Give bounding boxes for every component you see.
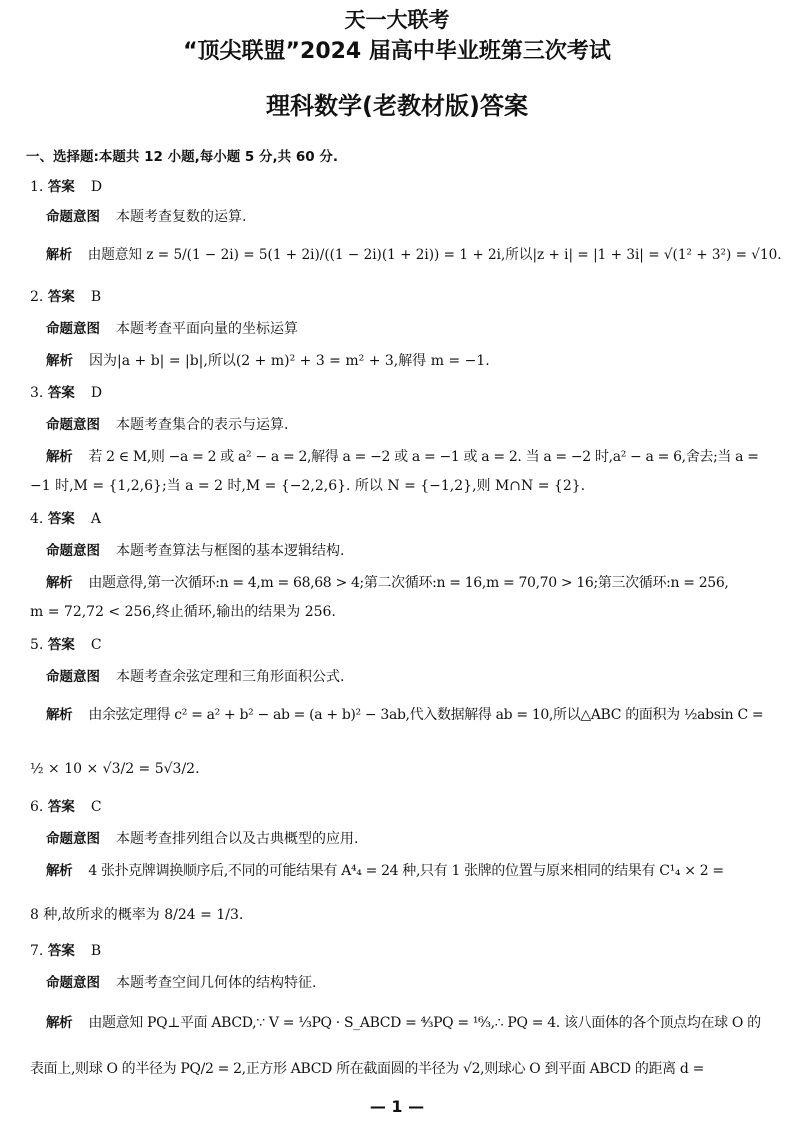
subject-answer-title: 理科数学(老教材版)答案 [266, 92, 528, 120]
q1-answer: 1. 答案 D [30, 179, 103, 195]
q5-intent: 命题意图 本题考查余弦定理和三角形面积公式. [46, 669, 345, 685]
q3-analysis-line1: 解析 若 2 ∈ M,则 −a = 2 或 a² − a = 2,解得 a = −2 或 a = −1 或 a = 2. 当 a = −2 时,a² − a = 6,舍去;当 a = [46, 449, 759, 465]
q4-answer: 4. 答案 A [30, 511, 101, 527]
q5-analysis-line2: ½ × 10 × √3/2 = 5√3/2. [30, 761, 200, 777]
q7-analysis-line2: 表面上,则球 O 的半径为 PQ/2 = 2,正方形 ABCD 所在截面圆的半径为 √2,则球心 O 到平面 ABCD 的距离 d = [30, 1061, 705, 1077]
exam-organizer-title: 天一大联考 [344, 8, 450, 32]
q6-intent: 命题意图 本题考查排列组合以及古典概型的应用. [46, 831, 359, 847]
q7-analysis-line1: 解析 由题意知 PQ⊥平面 ABCD,∵ V = ⅓PQ · S_ABCD = ⁴⁄₃PQ = ¹⁶⁄₃,∴ PQ = 4. 该八面体的各个顶点均在球 O 的 [46, 1015, 761, 1031]
q4-intent: 命题意图 本题考查算法与框图的基本逻辑结构. [46, 543, 345, 559]
q1-intent: 命题意图 本题考查复数的运算. [46, 209, 247, 225]
q3-intent: 命题意图 本题考查集合的表示与运算. [46, 417, 289, 433]
q7-intent: 命题意图 本题考查空间几何体的结构特征. [46, 975, 317, 991]
q4-analysis-line2: m = 72,72 < 256,终止循环,输出的结果为 256. [30, 604, 336, 620]
q7-answer: 7. 答案 B [30, 943, 102, 959]
q2-analysis: 解析 因为|a + b| = |b|,所以(2 + m)² + 3 = m² + 3,解得 m = −1. [46, 353, 490, 369]
exam-name-title: “顶尖联盟”2024 届高中毕业班第三次考试 [183, 39, 611, 64]
q3-analysis-line2: −1 时,M = {1,2,6};当 a = 2 时,M = {−2,2,6}. 所以 N = {−1,2},则 M∩N = {2}. [30, 478, 586, 494]
q3-answer: 3. 答案 D [30, 385, 103, 401]
section-heading: 一、选择题:本题共 12 小题,每小题 5 分,共 60 分. [26, 149, 338, 165]
q6-analysis-line2: 8 种,故所求的概率为 8/24 = 1/3. [30, 907, 244, 923]
q6-answer: 6. 答案 C [30, 799, 102, 815]
page-number: — 1 — [369, 1097, 425, 1116]
q2-answer: 2. 答案 B [30, 289, 102, 305]
q6-analysis-line1: 解析 4 张扑克牌调换顺序后,不同的可能结果有 A⁴₄ = 24 种,只有 1 张牌的位置与原来相同的结果有 C¹₄ × 2 = [46, 863, 724, 879]
q1-analysis: 解析 由题意知 z = 5/(1 − 2i) = 5(1 + 2i)/((1 − 2i)(1 + 2i)) = 1 + 2i,所以|z + i| = |1 + 3i| = √(1² + 3²) = √10. [46, 247, 782, 263]
q2-intent: 命题意图 本题考查平面向量的坐标运算 [46, 321, 298, 337]
q5-analysis-line1: 解析 由余弦定理得 c² = a² + b² − ab = (a + b)² − 3ab,代入数据解得 ab = 10,所以△ABC 的面积为 ½absin C = [46, 707, 764, 723]
q5-answer: 5. 答案 C [30, 637, 102, 653]
q4-analysis-line1: 解析 由题意得,第一次循环:n = 4,m = 68,68 > 4;第二次循环:n = 16,m = 70,70 > 16;第三次循环:n = 256, [46, 575, 729, 591]
